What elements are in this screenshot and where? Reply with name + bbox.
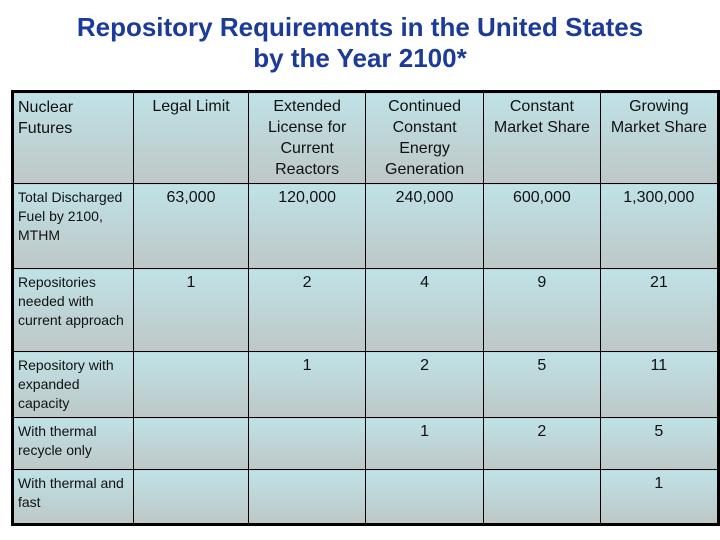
table-row [13, 470, 719, 525]
value-cell: 2 [484, 418, 601, 470]
header-row [13, 92, 719, 184]
title-line-1: Repository Requirements in the United States [76, 12, 644, 42]
value-cell [133, 418, 248, 470]
value-cell [484, 470, 601, 525]
value-cell: 1,300,000 [600, 184, 718, 269]
value-cell: 120,000 [249, 184, 366, 269]
value-cell: 21 [600, 269, 718, 352]
value-cell: 240,000 [366, 184, 484, 269]
value-cell: 9 [484, 269, 601, 352]
value-cell [133, 470, 248, 525]
value-cell: 1 [600, 470, 718, 525]
value-cell: 5 [484, 352, 601, 418]
header-cell: Growing Market Share [600, 92, 718, 184]
table-row [13, 352, 719, 418]
table-row [13, 418, 719, 470]
value-cell: 5 [600, 418, 718, 470]
row-label: Total Discharged Fuel by 2100, MTHM [13, 184, 134, 269]
value-cell: 4 [366, 269, 484, 352]
value-cell: 2 [249, 269, 366, 352]
header-cell: Continued Constant Energy Generation [366, 92, 484, 184]
repository-table [11, 90, 720, 526]
row-label: Repositories needed with current approach [13, 269, 134, 352]
slide-title [0, 12, 720, 74]
value-cell [249, 418, 366, 470]
value-cell [366, 470, 484, 525]
value-cell: 63,000 [133, 184, 248, 269]
header-cell: Extended License for Current Reactors [249, 92, 366, 184]
header-cell: Legal Limit [133, 92, 248, 184]
table-row [13, 269, 719, 352]
value-cell [249, 470, 366, 525]
table-row [13, 184, 719, 269]
value-cell: 1 [249, 352, 366, 418]
row-label: With thermal and fast [13, 470, 134, 525]
header-cell: Nuclear Futures [13, 92, 134, 184]
header-cell: Constant Market Share [484, 92, 601, 184]
row-label: With thermal recycle only [13, 418, 134, 470]
value-cell: 11 [600, 352, 718, 418]
value-cell: 1 [133, 269, 248, 352]
value-cell [133, 352, 248, 418]
row-label: Repository with expanded capacity [13, 352, 134, 418]
title-line-2: by the Year 2100* [253, 43, 467, 73]
value-cell: 600,000 [484, 184, 601, 269]
value-cell: 1 [366, 418, 484, 470]
value-cell: 2 [366, 352, 484, 418]
